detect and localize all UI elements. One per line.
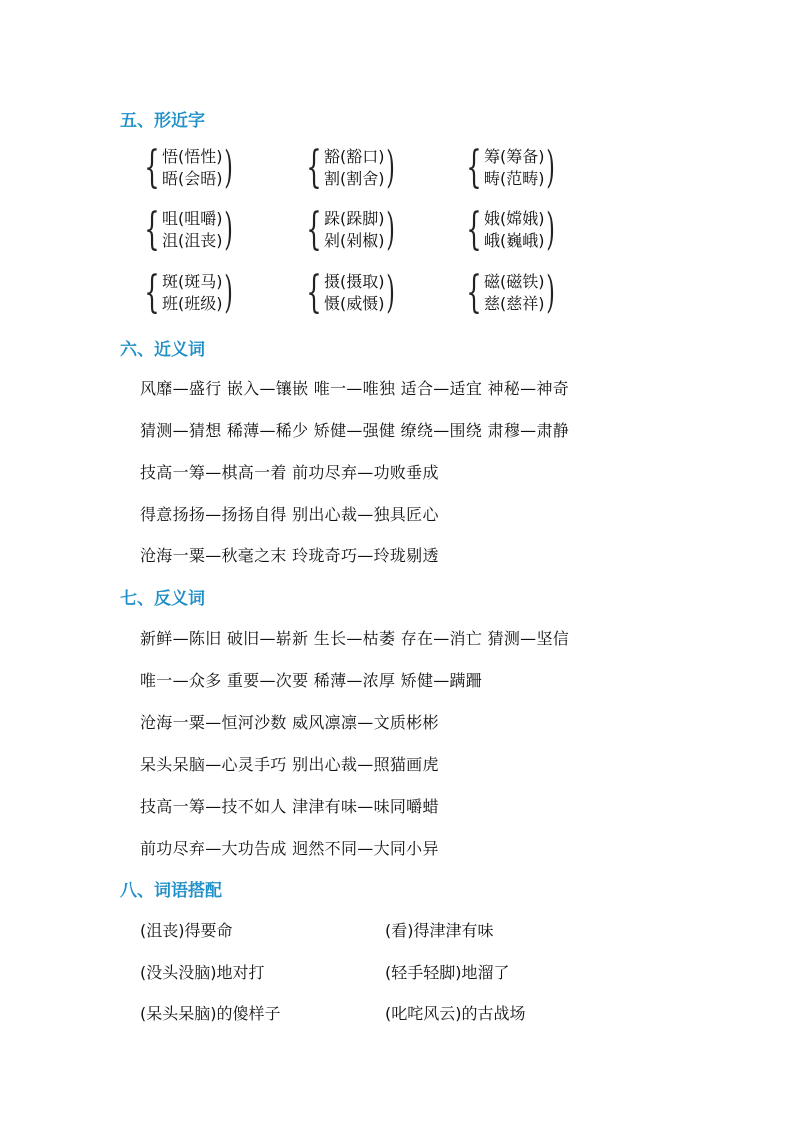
similar-char-item: 摄(摄取) bbox=[324, 272, 385, 291]
similar-char-pair bbox=[484, 271, 545, 315]
section-title-collocations: 八、词语搭配 bbox=[120, 881, 222, 901]
section-title-antonyms: 七、反义词 bbox=[120, 589, 205, 609]
similar-char-item: 豁(豁口) bbox=[324, 147, 385, 166]
similar-char-item: 斑(斑马) bbox=[162, 272, 223, 291]
collocation-item: (沮丧)得要命 bbox=[140, 921, 233, 940]
right-bracket: ) bbox=[385, 267, 395, 318]
left-brace: { bbox=[306, 204, 322, 255]
similar-char-group bbox=[460, 267, 555, 318]
similar-char-item: 割(割舍) bbox=[324, 169, 385, 188]
antonym-line: 沧海一粟—恒河沙数 威风凛凛—文质彬彬 bbox=[140, 713, 439, 732]
synonym-line: 沧海一粟—秋毫之末 玲珑奇巧—玲珑剔透 bbox=[140, 546, 439, 565]
similar-char-group bbox=[300, 204, 395, 255]
antonym-line: 技高一筹—技不如人 津津有味—味同嚼蜡 bbox=[140, 797, 439, 816]
similar-char-item: 慑(威慑) bbox=[324, 294, 385, 313]
left-brace: { bbox=[144, 142, 160, 193]
similar-char-item: 畴(范畴) bbox=[484, 169, 545, 188]
left-brace: { bbox=[144, 267, 160, 318]
similar-char-item: 筹(筹备) bbox=[484, 147, 545, 166]
synonym-line: 得意扬扬—扬扬自得 别出心裁—独具匠心 bbox=[140, 505, 439, 524]
left-brace: { bbox=[306, 142, 322, 193]
similar-char-group bbox=[460, 204, 555, 255]
left-brace: { bbox=[144, 204, 160, 255]
similar-char-item: 剁(剁椒) bbox=[324, 231, 385, 250]
similar-char-pair bbox=[324, 271, 385, 315]
right-bracket: ) bbox=[385, 142, 395, 193]
similar-char-item: 咀(咀嚼) bbox=[162, 209, 223, 228]
similar-char-item: 悟(悟性) bbox=[162, 147, 223, 166]
left-brace: { bbox=[306, 267, 322, 318]
right-bracket: ) bbox=[545, 142, 555, 193]
synonym-line: 猜测—猜想 稀薄—稀少 矫健—强健 缭绕—围绕 肃穆—肃静 bbox=[140, 421, 570, 440]
antonym-line: 呆头呆脑—心灵手巧 别出心裁—照猫画虎 bbox=[140, 755, 439, 774]
similar-char-item: 晤(会晤) bbox=[162, 169, 223, 188]
similar-char-pair bbox=[324, 146, 385, 190]
section-title-synonyms: 六、近义词 bbox=[120, 340, 205, 360]
similar-char-pair bbox=[162, 146, 223, 190]
left-brace: { bbox=[466, 204, 482, 255]
collocation-item: (看)得津津有味 bbox=[385, 921, 494, 940]
similar-char-item: 沮(沮丧) bbox=[162, 231, 223, 250]
right-bracket: ) bbox=[385, 204, 395, 255]
left-brace: { bbox=[466, 267, 482, 318]
right-bracket: ) bbox=[545, 267, 555, 318]
similar-char-group bbox=[138, 267, 233, 318]
left-brace: { bbox=[466, 142, 482, 193]
similar-char-group bbox=[138, 142, 233, 193]
collocation-item: (叱咤风云)的古战场 bbox=[385, 1004, 526, 1023]
synonym-line: 技高一筹—棋高一着 前功尽弃—功败垂成 bbox=[140, 463, 439, 482]
similar-char-item: 慈(慈祥) bbox=[484, 294, 545, 313]
similar-char-item: 跺(跺脚) bbox=[324, 209, 385, 228]
right-bracket: ) bbox=[223, 142, 233, 193]
antonym-line: 新鲜—陈旧 破旧—崭新 生长—枯萎 存在—消亡 猜测—坚信 bbox=[140, 629, 570, 648]
similar-char-group bbox=[300, 267, 395, 318]
similar-char-group bbox=[460, 142, 555, 193]
section-title-similar-chars: 五、形近字 bbox=[120, 111, 205, 131]
right-bracket: ) bbox=[545, 204, 555, 255]
similar-char-group bbox=[300, 142, 395, 193]
right-bracket: ) bbox=[223, 204, 233, 255]
similar-char-pair bbox=[162, 208, 223, 252]
antonym-line: 前功尽弃—大功告成 迥然不同—大同小异 bbox=[140, 839, 439, 858]
similar-char-item: 磁(磁铁) bbox=[484, 272, 545, 291]
similar-char-pair bbox=[324, 208, 385, 252]
antonym-line: 唯一—众多 重要—次要 稀薄—浓厚 矫健—蹒跚 bbox=[140, 671, 483, 690]
collocation-item: (没头没脑)地对打 bbox=[140, 963, 265, 982]
similar-char-pair bbox=[162, 271, 223, 315]
similar-char-pair bbox=[484, 208, 545, 252]
similar-char-item: 峨(巍峨) bbox=[484, 231, 545, 250]
collocation-item: (轻手轻脚)地溜了 bbox=[385, 963, 510, 982]
similar-char-group bbox=[138, 204, 233, 255]
synonym-line: 风靡—盛行 嵌入—镶嵌 唯一—唯独 适合—适宜 神秘—神奇 bbox=[140, 379, 570, 398]
similar-char-item: 娥(嫦娥) bbox=[484, 209, 545, 228]
right-bracket: ) bbox=[223, 267, 233, 318]
collocation-item: (呆头呆脑)的傻样子 bbox=[140, 1004, 281, 1023]
similar-char-item: 班(班级) bbox=[162, 294, 223, 313]
similar-char-pair bbox=[484, 146, 545, 190]
